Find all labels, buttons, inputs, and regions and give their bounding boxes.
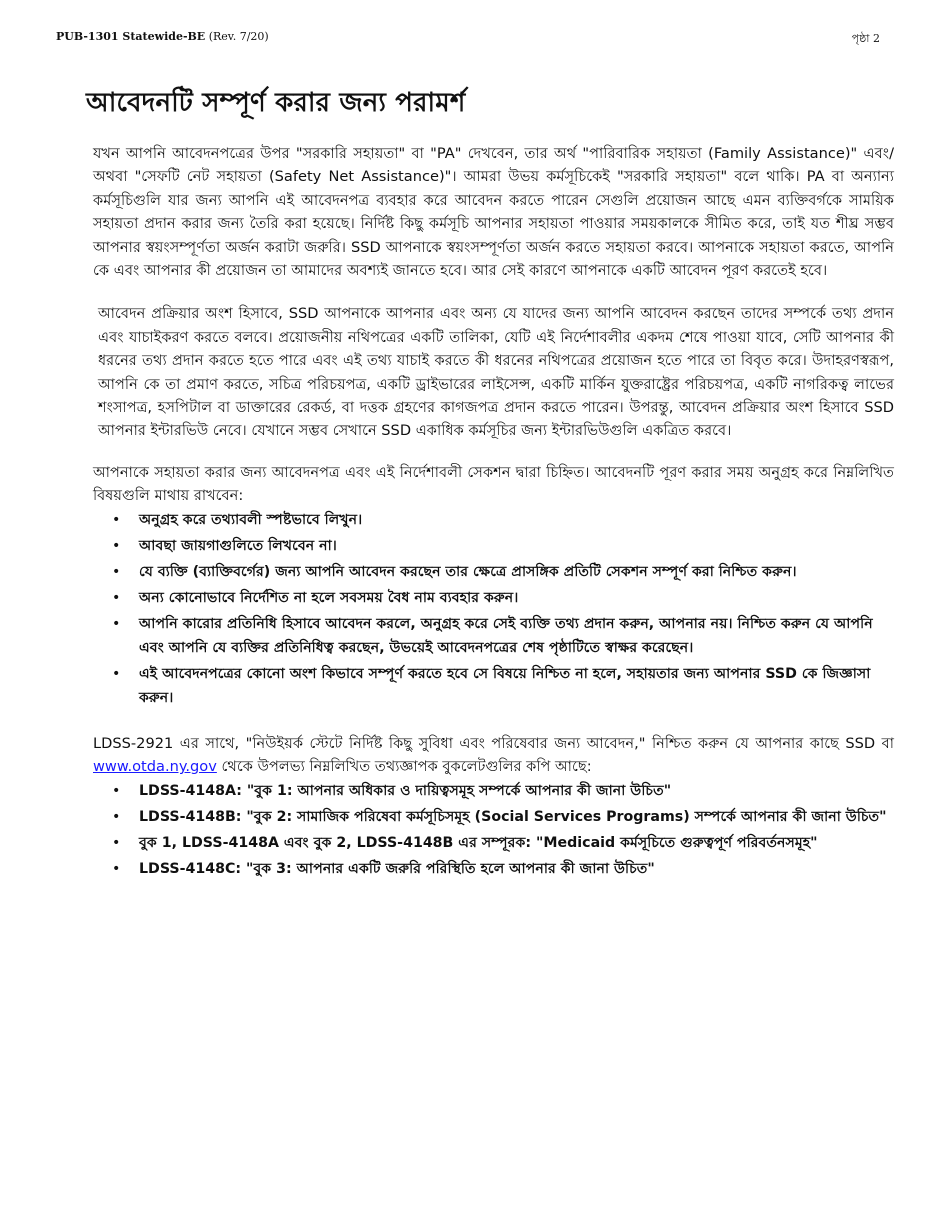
list-item-text: বুক 1, LDSS-4148A এবং বুক 2, LDSS-4148B এর সম্পূরক: "Medicaid কর্মসূচিতে গুরুত্বপূর্ণ পরিবর্তনসমূহ" xyxy=(139,834,818,851)
list-item xyxy=(93,586,894,610)
list-item xyxy=(93,805,894,829)
otda-website-link[interactable]: www.otda.ny.gov xyxy=(93,758,217,776)
list-item-text: আপনি কারোর প্রতিনিধি হিসাবে আবেদন করলে, অনুগ্রহ করে সেই ব্যক্তি তথ্য প্রদান করুন, আপনার নয়। নিশ্চিত করুন যে আপনি এবং আপনি যে ব্যক্তির প্রতিনিধিত্ব করছেন, উভয়েই আবেদনপত্রের শেষ পৃষ্ঠাটিতে স্বাক্ষর করেছেন। xyxy=(139,615,873,656)
bullet-icon: • xyxy=(112,537,121,554)
intro-paragraph: যখন আপনি আবেদনপত্রের উপর "সরকারি সহায়তা" বা "PA" দেখবেন, তার অর্থ "পারিবারিক সহায়তা (Family Assistance)" এবং/অথবা "সেফটি নেট সহায়তা (Safety Net Assistance)"। আমরা উভয় কর্মসূচিকেই "সরকারি সহায়তা" বলে থাকি। PA বা অন্যান্য কর্মসূচিগুলি যার জন্য আপনি এই আবেদনপত্র ব্যবহার করে আবেদন করতে পারেন সেগুলি প্রয়োজন আছে এমন ব্যক্তিবর্গকে সাময়িক সহায়তা প্রদান করার জন্য তৈরি করা হয়েছে। নির্দিষ্ট কিছু কর্মসূচি আপনার সহায়তা পাওয়ার সময়কালকে সীমিত করে, তাই যত শীঘ্র সম্ভব আপনার স্বয়ংসম্পূর্ণতা অর্জন করাটা জরুরি। SSD আপনাকে স্বয়ংসম্পূর্ণতা অর্জন করতে সহায়তা করবে। আপনাকে সহায়তা করতে, আপনি কে এবং আপনার কী প্রয়োজন তা আমাদের অবশ্যই জানতে হবে। আর সেই কারণে আপনাকে একটি আবেদন পূরণ করতেই হবে। xyxy=(93,145,894,280)
bullet-icon: • xyxy=(112,808,121,825)
list-item xyxy=(93,857,894,881)
booklets-intro-paragraph xyxy=(93,732,894,779)
list-item xyxy=(93,612,894,660)
bullet-icon: • xyxy=(112,782,121,799)
application-process-paragraph: আবেদন প্রক্রিয়ার অংশ হিসাবে, SSD আপনাকে আপনার এবং অন্য যে যাদের জন্য আপনি আবেদন করছেন তাদের সম্পর্কে তথ্য প্রদান এবং যাচাইকরণ করতে বলবে। প্রয়োজনীয় নথিপত্রের একটি তালিকা, যেটি এই নির্দেশাবলীর একদম শেষে পাওয়া যাবে, সেটি আপনার কী ধরনের তথ্য প্রদান করতে হতে পারে এবং এই তথ্য যাচাই করতে কী ধরনের নথিপত্রের প্রয়োজন হতে পারে তা বিবৃত করে। উদাহরণস্বরূপ, আপনি কে তা প্রমাণ করতে, সচিত্র পরিচয়পত্র, একটি ড্রাইভারের লাইসেন্স, একটি মার্কিন যুক্তরাষ্ট্রের পরিচয়পত্র, একটি নাগরিকত্ব লাভের শংসাপত্র, হসপিটাল বা ডাক্তারের রেকর্ড, বা দত্তক গ্রহণের কাগজপত্র প্রদান করতে পারেন। উপরন্তু, আবেদন প্রক্রিয়ার অংশ হিসাবে SSD আপনার ইন্টারভিউ নেবে। যেখানে সম্ভব সেখানে SSD একাধিক কর্মসূচির জন্য ইন্টারভিউগুলি একত্রিত করবে। xyxy=(98,305,894,440)
list-item-text: LDSS-4148C: "বুক 3: আপনার একটি জরুরি পরিস্থিতি হলে আপনার কী জানা উচিত" xyxy=(139,860,655,877)
list-item xyxy=(93,779,894,803)
bullet-icon: • xyxy=(112,834,121,851)
list-item-text: অন্য কোনোভাবে নির্দেশিত না হলে সবসময় বৈধ নাম ব্যবহার করুন। xyxy=(139,589,519,606)
bullet-icon: • xyxy=(112,615,121,632)
form-id: PUB-1301 Statewide-BE xyxy=(56,30,206,43)
list-item-text: অনুগ্রহ করে তথ্যাবলী স্পষ্টভাবে লিখুন। xyxy=(139,511,363,528)
booklets-intro-text-end: থেকে উপলভ্য নিম্নলিখিত তথ্যজ্ঞাপক বুকলেটগুলির কপি আছে: xyxy=(216,758,592,776)
bullet-icon: • xyxy=(112,589,121,606)
list-item-text: যে ব্যক্তি (ব্যাক্তিবর্গের) জন্য আপনি আবেদন করছেন তার ক্ষেত্রে প্রাসঙ্গিক প্রতিটি সেকশন সম্পূর্ণ করা নিশ্চিত করুন। xyxy=(139,563,797,580)
list-item-text: LDSS-4148B: "বুক 2: সামাজিক পরিষেবা কর্মসূচিসমূহ (Social Services Programs) সম্পর্কে আপনার কী জানা উচিত" xyxy=(139,808,887,825)
booklets-list xyxy=(93,779,894,881)
booklets-intro-text: LDSS-2921 এর সাথে, "নিউইয়র্ক স্টেটে নির্দিষ্ট কিছু সুবিধা এবং পরিষেবার জন্য আবেদন," নিশ্চিত করুন যে আপনার কাছে SSD বা xyxy=(93,734,894,752)
tips-intro-paragraph: আপনাকে সহায়তা করার জন্য আবেদনপত্র এবং এই নির্দেশাবলী সেকশন দ্বারা চিহ্নিত। আবেদনটি পূরণ করার সময় অনুগ্রহ করে নিম্নলিখিত বিষয়গুলি মাথায় রাখবেন: xyxy=(93,463,894,505)
document-body xyxy=(93,140,894,883)
page-number: পৃষ্ঠা 2 xyxy=(851,32,880,45)
page-header xyxy=(56,30,880,48)
list-item-text: LDSS-4148A: "বুক 1: আপনার অধিকার ও দায়িত্বসমূহ সম্পর্কে আপনার কী জানা উচিত" xyxy=(139,782,672,799)
page-title: আবেদনটি সম্পূর্ণ করার জন্য পরামর্শ xyxy=(86,88,466,118)
list-item-text: আবছা জায়গাগুলিতে লিখবেন না। xyxy=(139,537,337,554)
list-item xyxy=(93,831,894,855)
list-item xyxy=(93,508,894,532)
list-item xyxy=(93,534,894,558)
list-item xyxy=(93,560,894,584)
bullet-icon: • xyxy=(112,665,121,682)
bullet-icon: • xyxy=(112,860,121,877)
list-item xyxy=(93,662,894,710)
form-revision: (Rev. 7/20) xyxy=(208,30,269,43)
tips-list xyxy=(93,508,894,710)
bullet-icon: • xyxy=(112,563,121,580)
bullet-icon: • xyxy=(112,511,121,528)
form-identifier xyxy=(56,30,269,43)
list-item-text: এই আবেদনপত্রের কোনো অংশ কিভাবে সম্পূর্ণ করতে হবে সে বিষয়ে নিশ্চিত না হলে, সহায়তার জন্য আপনার SSD কে জিজ্ঞাসা করুন। xyxy=(139,665,871,706)
